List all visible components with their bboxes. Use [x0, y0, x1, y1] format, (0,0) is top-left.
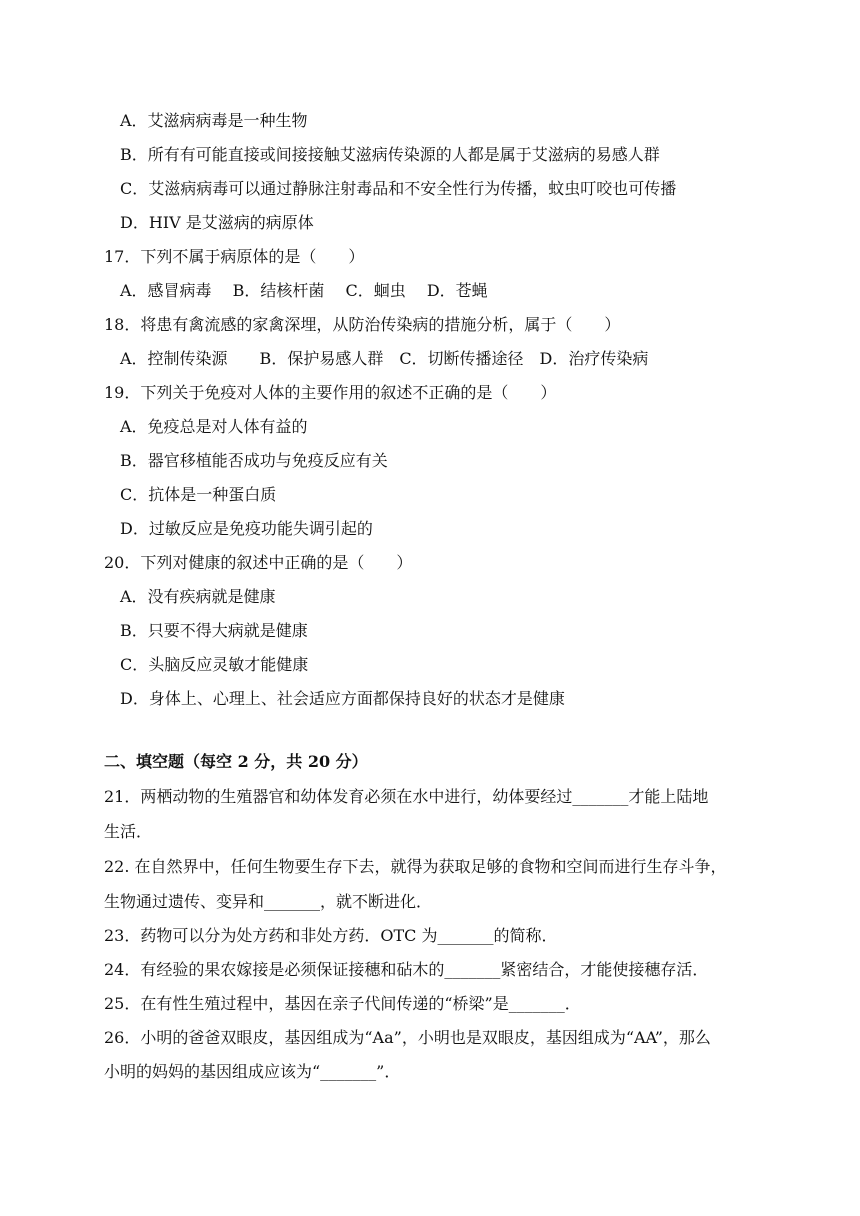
q19-option-d: D．过敏反应是免疫功能失调引起的 — [120, 519, 373, 538]
q20-option-c: C．头脑反应灵敏才能健康 — [120, 655, 309, 674]
q17-options: A．感冒病毒 B．结核杆菌 C．蛔虫 D．苍蝇 — [120, 281, 488, 300]
q24: 24．有经验的果农嫁接是必须保证接穗和砧木的_______紧密结合，才能使接穗存活． — [104, 960, 709, 979]
q16-option-d: D．HIV 是艾滋病的病原体 — [120, 213, 314, 232]
q16-option-c: C．艾滋病病毒可以通过静脉注射毒品和不安全性行为传播，蚊虫叮咬也可传播 — [120, 179, 677, 198]
q23: 23．药物可以分为处方药和非处方药．OTC 为_______的简称． — [104, 926, 558, 945]
q19-option-c: C．抗体是一种蛋白质 — [120, 485, 277, 504]
q26-line-1: 26．小明的爸爸双眼皮，基因组成为“Aa”，小明也是双眼皮，基因组成为“AA”，那么 — [104, 1028, 711, 1047]
q16-option-b: B．所有有可能直接或间接接触艾滋病传染源的人都是属于艾滋病的易感人群 — [120, 145, 660, 164]
q20-option-a: A．没有疾病就是健康 — [120, 587, 276, 606]
q18-options: A．控制传染源 B．保护易感人群 C．切断传播途径 D．治疗传染病 — [120, 349, 649, 368]
q21-line-1: 21．两栖动物的生殖器官和幼体发育必须在水中进行，幼体要经过_______才能上陆地 — [104, 787, 709, 806]
q22-line-1: 22. 在自然界中，任何生物要生存下去，就得为获取足够的食物和空间而进行生存斗争， — [104, 857, 727, 876]
q19-option-a: A．免疫总是对人体有益的 — [120, 417, 308, 436]
q17-stem: 17．下列不属于病原体的是（ ） — [104, 247, 365, 266]
q16-option-a: A．艾滋病病毒是一种生物 — [120, 111, 308, 130]
q20-option-b: B．只要不得大病就是健康 — [120, 621, 308, 640]
q19-option-b: B．器官移植能否成功与免疫反应有关 — [120, 451, 388, 470]
q21-line-2: 生活． — [104, 822, 153, 841]
q25: 25．在有性生殖过程中，基因在亲子代间传递的“桥梁”是_______． — [104, 994, 581, 1013]
q18-stem: 18．将患有禽流感的家禽深埋，从防治传染病的措施分析，属于（ ） — [104, 315, 621, 334]
q20-option-d: D．身体上、心理上、社会适应方面都保持良好的状态才是健康 — [120, 689, 565, 708]
q19-stem: 19．下列关于免疫对人体的主要作用的叙述不正确的是（ ） — [104, 383, 557, 402]
q22-line-2: 生物通过遗传、变异和_______，就不断进化． — [104, 892, 433, 911]
q20-stem: 20．下列对健康的叙述中正确的是（ ） — [104, 553, 413, 572]
section-2-title: 二、填空题（每空 2 分，共 20 分） — [104, 752, 368, 771]
q26-line-2: 小明的妈妈的基因组成应该为“_______”． — [104, 1062, 401, 1081]
